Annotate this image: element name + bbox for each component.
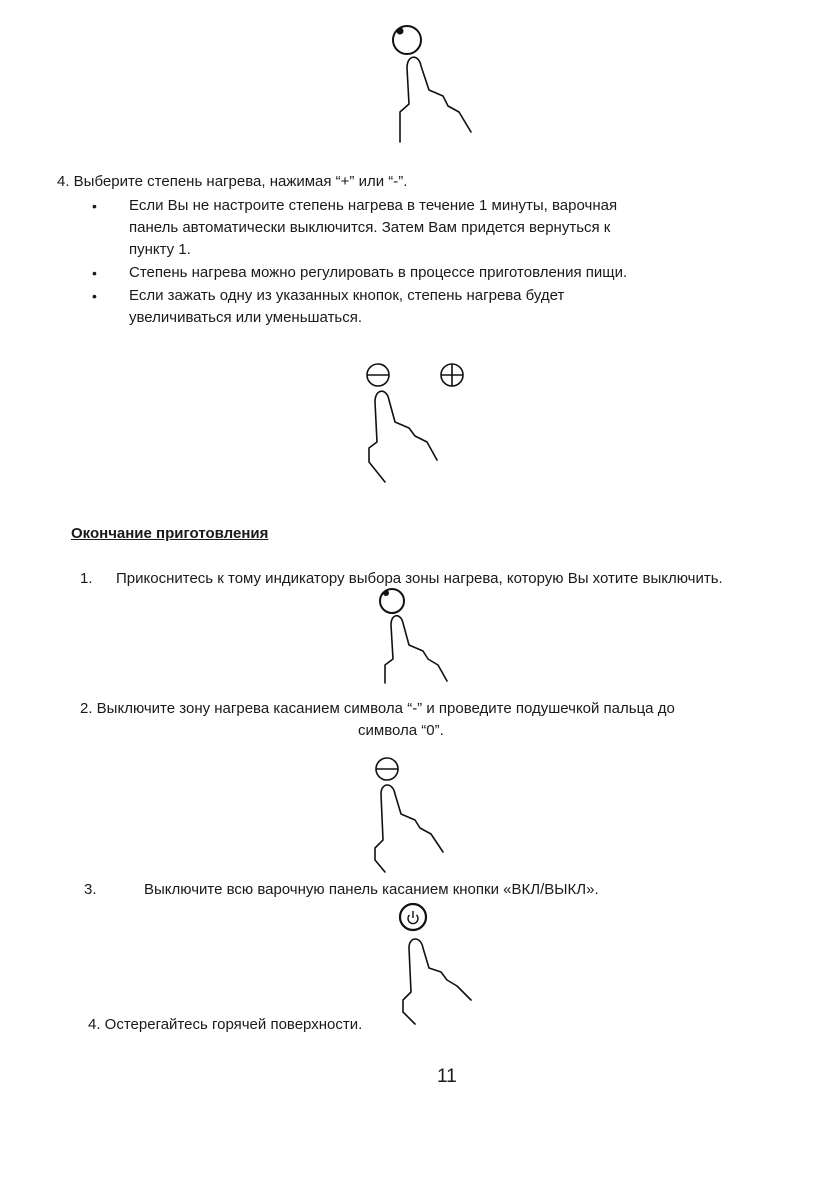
end-step-3-number: 3. <box>84 881 97 898</box>
finger-icon <box>375 785 443 872</box>
finger-icon <box>385 616 447 683</box>
minus-icon <box>376 758 398 780</box>
page-number: 11 <box>437 1066 457 1087</box>
zone-select-figure-2 <box>365 583 465 693</box>
plus-icon <box>441 364 463 386</box>
step-4-title: 4. Выберите степень нагрева, нажимая “+” или “-”. <box>57 173 408 190</box>
bullet-3-line-2: увеличиваться или уменьшаться. <box>129 309 363 326</box>
bullet-1-line-3: пункту 1. <box>129 241 191 258</box>
end-step-1-text: Прикоснитесь к тому индикатору выбора зоны нагрева, которую Вы хотите выключить. <box>116 570 723 587</box>
end-step-2-line-2: символа “0”. <box>358 722 444 739</box>
bullet-2-line-1: Степень нагрева можно регулировать в процессе приготовления пищи. <box>129 264 628 281</box>
power-figure <box>385 900 485 1030</box>
bullet-3-line-1: Если зажать одну из указанных кнопок, степень нагрева будет <box>129 287 565 304</box>
finger-icon <box>400 57 471 142</box>
zone-select-figure <box>385 20 485 150</box>
bullet-1-line-1: Если Вы не настроите степень нагрева в течение 1 минуты, варочная <box>129 197 618 214</box>
minus-figure <box>365 752 465 877</box>
plus-minus-figure <box>355 360 485 485</box>
zone-select-icon <box>393 26 421 54</box>
section-heading: Окончание приготовления <box>71 525 269 542</box>
minus-icon <box>367 364 389 386</box>
bullet-1-line-2: панель автоматически выключится. Затем Вам придется вернуться к <box>129 219 611 236</box>
bullet-3-symbol: • <box>92 288 97 304</box>
zone-select-icon <box>380 589 404 613</box>
power-icon <box>400 904 426 930</box>
end-step-3-text: Выключите всю варочную панель касанием кнопки «ВКЛ/ВЫКЛ». <box>144 881 599 898</box>
bullet-1-symbol: • <box>92 198 97 214</box>
bullet-2-symbol: • <box>92 265 97 281</box>
finger-icon <box>403 939 471 1024</box>
end-step-2-line-1: 2. Выключите зону нагрева касанием символа “-” и проведите подушечкой пальца до <box>80 700 675 717</box>
finger-icon <box>369 391 437 482</box>
end-step-1-number: 1. <box>80 570 93 587</box>
end-step-4-text: 4. Остерегайтесь горячей поверхности. <box>88 1016 363 1033</box>
